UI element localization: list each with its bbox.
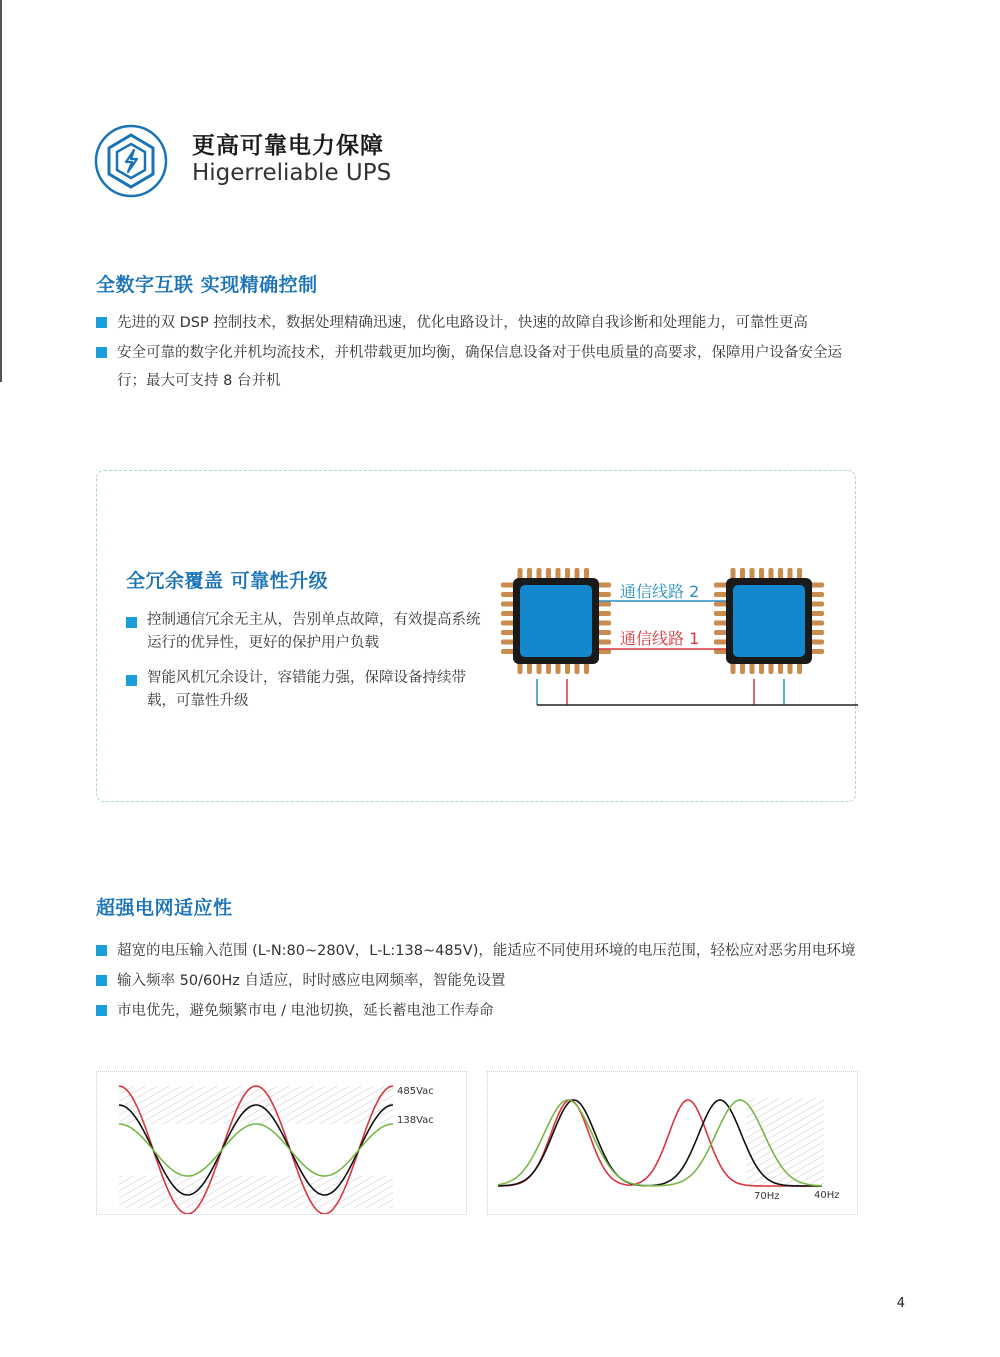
list-item: 控制通信冗余无主从，告别单点故障，有效提高系统运行的优异性，更好的保护用户负载 (126, 609, 487, 655)
chip-left (501, 568, 611, 674)
redundancy-list (126, 609, 487, 725)
page-subtitle: Higerreliable UPS (192, 160, 392, 186)
list-item: 先进的双 DSP 控制技术，数据处理精确迅速，优化电路设计，快速的故障自我诊断和处理能力，可靠性更高 (96, 309, 866, 337)
voltage-high-label: 485Vac (397, 1086, 434, 1097)
chip-right (714, 568, 824, 674)
section-title-grid-adaptability: 超强电网适应性 (96, 897, 233, 919)
frequency-label-70: 70Hz (754, 1191, 780, 1202)
voltage-range-figure (96, 1071, 467, 1215)
page-number: 4 (896, 1296, 905, 1311)
voltage-low-label: 138Vac (397, 1115, 434, 1126)
list-item: 市电优先，避免频繁市电 / 电池切换，延长蓄电池工作寿命 (96, 997, 886, 1025)
lightning-hexagon-icon (94, 124, 168, 198)
frequency-range-figure (487, 1071, 858, 1215)
list-item: 安全可靠的数字化并机均流技术，并机带载更加均衡，确保信息设备对于供电质量的高要求，保障用户设备安全运行；最大可支持 8 台并机 (96, 339, 866, 395)
left-margin-rule (0, 0, 2, 382)
list-item: 智能风机冗余设计，容错能力强，保障设备持续带载，可靠性升级 (126, 667, 487, 713)
comm-line-2-label: 通信线路 2 (620, 582, 700, 601)
page-title: 更高可靠电力保障 (192, 133, 384, 159)
digital-control-list (96, 309, 866, 397)
list-item: 超宽的电压输入范围 (L-N:80~280V，L-L:138~485V)，能适应不同使用环境的电压范围，轻松应对恶劣用电环境 (96, 937, 886, 965)
section-title-digital-control: 全数字互联 实现精确控制 (96, 274, 318, 296)
comm-line-1-label: 通信线路 1 (620, 629, 700, 648)
list-item: 输入频率 50/60Hz 自适应，时时感应电网频率，智能免设置 (96, 967, 886, 995)
grid-adaptability-list (96, 937, 886, 1027)
communication-diagram (490, 560, 860, 720)
frequency-label-40: 40Hz (814, 1190, 840, 1201)
section-title-redundancy: 全冗余覆盖 可靠性升级 (126, 570, 329, 592)
